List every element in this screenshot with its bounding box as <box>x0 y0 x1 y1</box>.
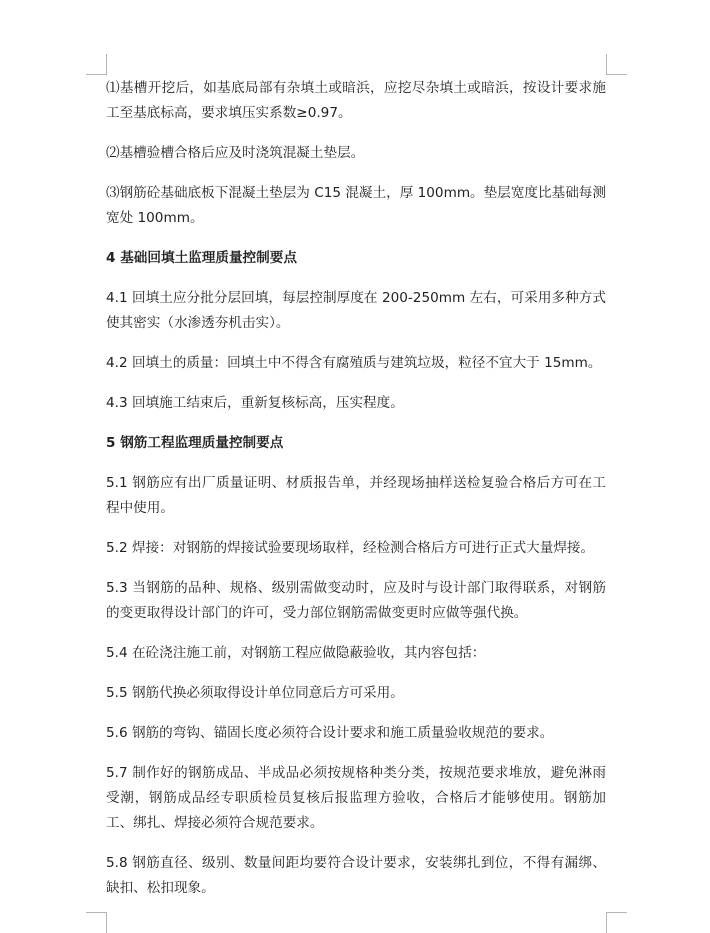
para-5-5: 5.5 钢筋代换必须取得设计单位同意后方可采用。 <box>106 685 404 701</box>
para-5-4: 5.4 在砼浇注施工前，对钢筋工程应做隐蔽验收，其内容包括： <box>106 645 486 661</box>
crop-mark-bottom-right <box>606 912 627 933</box>
crop-mark-bottom-left <box>86 912 107 933</box>
para-5-6: 5.6 钢筋的弯钩、锚固长度必须符合设计要求和施工质量验收规范的要求。 <box>106 725 554 741</box>
para-5-7: 5.7 制作好的钢筋成品、半成品必须按规格种类分类，按规范要求堆放，避免淋雨受潮，钢筋成品经专职质检员复核后报监理方验收，合格后才能够使用。钢筋加工、绑扎、焊接必须符合规范要求。 <box>106 765 606 831</box>
para-5-3: 5.3 当钢筋的品种、规格、级别需做变动时，应及时与设计部门取得联系，对钢筋的变更取得设计部门的许可，受力部位钢筋需做变更时应做等强代换。 <box>106 580 606 621</box>
document-body <box>106 76 606 916</box>
para-4-1: 4.1 回填土应分批分层回填，每层控制厚度在 200-250mm 左右，可采用多种方式使其密实（水渗透夯机击实）。 <box>106 290 606 331</box>
para-5-1: 5.1 钢筋应有出厂质量证明、材质报告单，并经现场抽样送检复验合格后方可在工程中使用。 <box>106 475 606 516</box>
heading-section-4: 4 基础回填土监理质量控制要点 <box>106 250 297 266</box>
para-5-2: 5.2 焊接：对钢筋的焊接试验要现场取样，经检测合格后方可进行正式大量焊接。 <box>106 540 595 556</box>
para-5-8: 5.8 钢筋直径、级别、数量间距均要符合设计要求，安装绑扎到位，不得有漏绑、缺扣、松扣现象。 <box>106 855 606 896</box>
para-4-2: 4.2 回填土的质量：回填土中不得含有腐殖质与建筑垃圾，粒径不宜大于 15mm。 <box>106 355 602 371</box>
para-3-1: ⑴基槽开挖后，如基底局部有杂填土或暗浜，应挖尽杂填土或暗浜，按设计要求施工至基底标高，要求填压实系数≥0.97。 <box>106 80 606 121</box>
para-4-3: 4.3 回填施工结束后，重新复核标高，压实程度。 <box>106 395 404 411</box>
para-3-2: ⑵基槽验槽合格后应及时浇筑混凝土垫层。 <box>106 145 365 161</box>
crop-mark-top-left <box>86 54 107 75</box>
crop-mark-top-right <box>606 54 627 75</box>
heading-section-5: 5 钢筋工程监理质量控制要点 <box>106 435 284 451</box>
para-3-3: ⑶钢筋砼基础底板下混凝土垫层为 C15 混凝土，厚 100mm。垫层宽度比基础每测宽处 100mm。 <box>106 185 606 226</box>
